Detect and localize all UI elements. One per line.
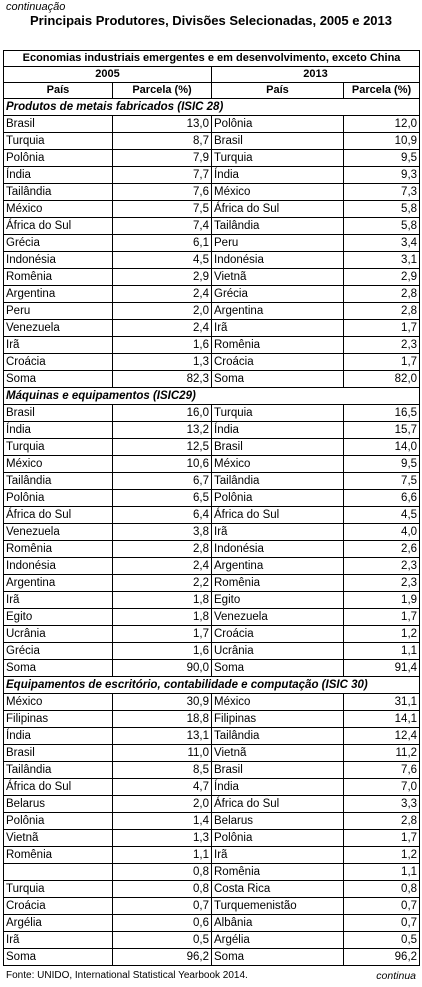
country-2013-cell: Brasil <box>212 762 344 779</box>
table-row <box>4 371 420 388</box>
share-2005-cell: 7,9 <box>113 150 212 167</box>
country-2005-cell: Índia <box>4 167 113 184</box>
country-2013-cell: Tailândia <box>212 473 344 490</box>
country-2005-cell: Polônia <box>4 150 113 167</box>
share-2005-cell: 2,2 <box>113 575 212 592</box>
country-2013-cell: Soma <box>212 660 344 677</box>
share-2005-cell: 1,4 <box>113 813 212 830</box>
share-2005-cell: 1,3 <box>113 354 212 371</box>
country-2013-cell: Índia <box>212 779 344 796</box>
country-2013-cell: Argentina <box>212 303 344 320</box>
year-2013-header: 2013 <box>212 67 420 83</box>
share-2013-cell: 0,8 <box>344 881 420 898</box>
share-2005-cell: 30,9 <box>113 694 212 711</box>
country-2013-cell: Polônia <box>212 830 344 847</box>
year-2005-header: 2005 <box>4 67 212 83</box>
country-2005-cell: Egito <box>4 609 113 626</box>
table-row <box>4 456 420 473</box>
share-2013-cell: 16,5 <box>344 405 420 422</box>
country-2013-cell: Vietnã <box>212 269 344 286</box>
share-2005-cell: 2,4 <box>113 558 212 575</box>
share-2013-cell: 1,2 <box>344 626 420 643</box>
col-share-2013: Parcela (%) <box>344 83 420 99</box>
share-2005-cell: 96,2 <box>113 949 212 966</box>
table-row <box>4 915 420 932</box>
col-country-2005: País <box>4 83 113 99</box>
table-row <box>4 354 420 371</box>
section-title: Equipamentos de escritório, contabilidade e computação (ISIC 30) <box>4 677 420 694</box>
country-2005-cell: Irã <box>4 592 113 609</box>
table-row <box>4 745 420 762</box>
table-row <box>4 643 420 660</box>
country-2005-cell: Argélia <box>4 915 113 932</box>
country-2013-cell: Romênia <box>212 864 344 881</box>
country-2013-cell: Grécia <box>212 286 344 303</box>
share-2005-cell: 13,2 <box>113 422 212 439</box>
table-row <box>4 320 420 337</box>
country-2013-cell: Tailândia <box>212 728 344 745</box>
share-2013-cell: 1,2 <box>344 847 420 864</box>
country-2005-cell: Romênia <box>4 541 113 558</box>
country-2005-cell: Irã <box>4 932 113 949</box>
country-2013-cell: Turquemenistão <box>212 898 344 915</box>
table-row <box>4 133 420 150</box>
source-note: Fonte: UNIDO, International Statistical Yearbook 2014. <box>6 970 248 981</box>
country-2013-cell: México <box>212 694 344 711</box>
share-2013-cell: 2,8 <box>344 286 420 303</box>
country-2005-cell: África do Sul <box>4 779 113 796</box>
share-2005-cell: 4,5 <box>113 252 212 269</box>
country-2013-cell: Croácia <box>212 354 344 371</box>
share-2013-cell: 7,3 <box>344 184 420 201</box>
share-2013-cell: 4,5 <box>344 507 420 524</box>
share-2005-cell: 2,0 <box>113 303 212 320</box>
table-row <box>4 898 420 915</box>
share-2005-cell: 1,1 <box>113 847 212 864</box>
country-2005-cell: Soma <box>4 949 113 966</box>
country-2005-cell: Romênia <box>4 269 113 286</box>
share-2013-cell: 1,1 <box>344 643 420 660</box>
country-2005-cell: Indonésia <box>4 252 113 269</box>
table-row <box>4 864 420 881</box>
share-2005-cell: 1,3 <box>113 830 212 847</box>
share-2013-cell: 11,2 <box>344 745 420 762</box>
country-2013-cell: Albânia <box>212 915 344 932</box>
share-2013-cell: 2,9 <box>344 269 420 286</box>
share-2005-cell: 2,9 <box>113 269 212 286</box>
share-2005-cell: 13,1 <box>113 728 212 745</box>
producers-table-body <box>4 51 420 966</box>
table-row <box>4 422 420 439</box>
country-2013-cell: Indonésia <box>212 252 344 269</box>
table-row <box>4 286 420 303</box>
country-2005-cell: Tailândia <box>4 473 113 490</box>
table-row <box>4 813 420 830</box>
share-2005-cell: 8,7 <box>113 133 212 150</box>
share-2005-cell: 1,8 <box>113 609 212 626</box>
share-2013-cell: 2,6 <box>344 541 420 558</box>
country-2005-cell: Grécia <box>4 643 113 660</box>
country-2005-cell: Argentina <box>4 286 113 303</box>
page-title: Principais Produtores, Divisões Selecionadas, 2005 e 2013 <box>29 13 392 28</box>
share-2005-cell: 0,7 <box>113 898 212 915</box>
table-row <box>4 167 420 184</box>
year-header-row <box>4 67 420 83</box>
share-2005-cell: 0,5 <box>113 932 212 949</box>
country-2005-cell: Índia <box>4 728 113 745</box>
section-title: Máquinas e equipamentos (ISIC29) <box>4 388 420 405</box>
country-2013-cell: Romênia <box>212 337 344 354</box>
country-2005-cell: Venezuela <box>4 320 113 337</box>
country-2013-cell: África do Sul <box>212 201 344 218</box>
country-2005-cell: Venezuela <box>4 524 113 541</box>
table-row <box>4 269 420 286</box>
country-2005-cell: Tailândia <box>4 184 113 201</box>
table-row <box>4 796 420 813</box>
share-2013-cell: 91,4 <box>344 660 420 677</box>
share-2005-cell: 6,1 <box>113 235 212 252</box>
table-row <box>4 558 420 575</box>
table-row <box>4 660 420 677</box>
table-row <box>4 252 420 269</box>
country-2013-cell: Índia <box>212 167 344 184</box>
country-2013-cell: Croácia <box>212 626 344 643</box>
country-2005-cell: Brasil <box>4 405 113 422</box>
share-2013-cell: 0,7 <box>344 915 420 932</box>
country-2005-cell: Belarus <box>4 796 113 813</box>
country-2005-cell: Turquia <box>4 133 113 150</box>
country-2013-cell: Filipinas <box>212 711 344 728</box>
share-2005-cell: 4,7 <box>113 779 212 796</box>
share-2013-cell: 96,2 <box>344 949 420 966</box>
country-2013-cell: Brasil <box>212 133 344 150</box>
country-2005-cell: Argentina <box>4 575 113 592</box>
table-row <box>4 626 420 643</box>
share-2013-cell: 7,6 <box>344 762 420 779</box>
country-2005-cell: Filipinas <box>4 711 113 728</box>
table-row <box>4 184 420 201</box>
country-2013-cell: Soma <box>212 371 344 388</box>
share-2013-cell: 15,7 <box>344 422 420 439</box>
country-2005-cell: Brasil <box>4 745 113 762</box>
country-2013-cell: Irã <box>212 320 344 337</box>
col-country-2013: País <box>212 83 344 99</box>
col-share-2005: Parcela (%) <box>113 83 212 99</box>
share-2005-cell: 1,6 <box>113 337 212 354</box>
country-2005-cell: Soma <box>4 660 113 677</box>
table-row <box>4 779 420 796</box>
table-row <box>4 949 420 966</box>
share-2013-cell: 0,7 <box>344 898 420 915</box>
share-2005-cell: 13,0 <box>113 116 212 133</box>
share-2005-cell: 11,0 <box>113 745 212 762</box>
continuation-label: continuação <box>6 1 66 13</box>
country-2005-cell: África do Sul <box>4 218 113 235</box>
group-header-row <box>4 51 420 67</box>
column-header-row <box>4 83 420 99</box>
country-2005-cell: África do Sul <box>4 507 113 524</box>
country-2013-cell: Indonésia <box>212 541 344 558</box>
share-2013-cell: 14,1 <box>344 711 420 728</box>
table-row <box>4 541 420 558</box>
table-row <box>4 694 420 711</box>
table-row <box>4 337 420 354</box>
share-2013-cell: 5,8 <box>344 201 420 218</box>
section-header-row <box>4 388 420 405</box>
country-2013-cell: Soma <box>212 949 344 966</box>
table-row <box>4 728 420 745</box>
table-row <box>4 575 420 592</box>
share-2013-cell: 9,5 <box>344 456 420 473</box>
producers-table <box>3 50 420 966</box>
table-row <box>4 150 420 167</box>
table-row <box>4 473 420 490</box>
country-2005-cell: Índia <box>4 422 113 439</box>
share-2013-cell: 3,3 <box>344 796 420 813</box>
share-2013-cell: 4,0 <box>344 524 420 541</box>
share-2005-cell: 1,6 <box>113 643 212 660</box>
table-row <box>4 235 420 252</box>
country-2005-cell: México <box>4 694 113 711</box>
country-2005-cell: Soma <box>4 371 113 388</box>
share-2005-cell: 2,8 <box>113 541 212 558</box>
continues-label: continua <box>376 970 416 982</box>
group-header: Economias industriais emergentes e em desenvolvimento, exceto China <box>4 51 420 67</box>
share-2013-cell: 1,7 <box>344 830 420 847</box>
country-2013-cell: Argélia <box>212 932 344 949</box>
section-header-row <box>4 99 420 116</box>
share-2013-cell: 3,1 <box>344 252 420 269</box>
table-row <box>4 218 420 235</box>
share-2013-cell: 82,0 <box>344 371 420 388</box>
country-2005-cell <box>4 864 113 881</box>
country-2013-cell: Romênia <box>212 575 344 592</box>
country-2013-cell: Polônia <box>212 116 344 133</box>
share-2013-cell: 10,9 <box>344 133 420 150</box>
share-2013-cell: 9,3 <box>344 167 420 184</box>
country-2013-cell: Peru <box>212 235 344 252</box>
share-2005-cell: 3,8 <box>113 524 212 541</box>
share-2013-cell: 6,6 <box>344 490 420 507</box>
section-header-row <box>4 677 420 694</box>
country-2013-cell: Costa Rica <box>212 881 344 898</box>
share-2013-cell: 5,8 <box>344 218 420 235</box>
share-2005-cell: 10,6 <box>113 456 212 473</box>
country-2005-cell: Irã <box>4 337 113 354</box>
share-2005-cell: 6,5 <box>113 490 212 507</box>
table-row <box>4 490 420 507</box>
country-2013-cell: Belarus <box>212 813 344 830</box>
share-2013-cell: 2,3 <box>344 337 420 354</box>
table-row <box>4 609 420 626</box>
country-2013-cell: África do Sul <box>212 507 344 524</box>
share-2005-cell: 82,3 <box>113 371 212 388</box>
country-2005-cell: Turquia <box>4 881 113 898</box>
country-2005-cell: Grécia <box>4 235 113 252</box>
country-2013-cell: Índia <box>212 422 344 439</box>
country-2005-cell: México <box>4 456 113 473</box>
share-2005-cell: 7,4 <box>113 218 212 235</box>
country-2005-cell: Turquia <box>4 439 113 456</box>
country-2005-cell: Brasil <box>4 116 113 133</box>
share-2005-cell: 0,8 <box>113 864 212 881</box>
country-2005-cell: Tailândia <box>4 762 113 779</box>
share-2013-cell: 12,4 <box>344 728 420 745</box>
country-2013-cell: Argentina <box>212 558 344 575</box>
country-2013-cell: Brasil <box>212 439 344 456</box>
country-2013-cell: México <box>212 456 344 473</box>
country-2005-cell: México <box>4 201 113 218</box>
table-row <box>4 881 420 898</box>
country-2013-cell: Turquia <box>212 150 344 167</box>
share-2013-cell: 2,8 <box>344 813 420 830</box>
share-2013-cell: 7,5 <box>344 473 420 490</box>
country-2005-cell: Polônia <box>4 490 113 507</box>
country-2005-cell: Vietnã <box>4 830 113 847</box>
country-2005-cell: Peru <box>4 303 113 320</box>
table-row <box>4 303 420 320</box>
country-2005-cell: Indonésia <box>4 558 113 575</box>
share-2005-cell: 0,8 <box>113 881 212 898</box>
share-2013-cell: 7,0 <box>344 779 420 796</box>
country-2013-cell: Irã <box>212 524 344 541</box>
table-row <box>4 201 420 218</box>
country-2013-cell: Ucrânia <box>212 643 344 660</box>
share-2005-cell: 90,0 <box>113 660 212 677</box>
table-row <box>4 932 420 949</box>
share-2013-cell: 1,1 <box>344 864 420 881</box>
country-2013-cell: Polônia <box>212 490 344 507</box>
share-2005-cell: 2,0 <box>113 796 212 813</box>
share-2013-cell: 2,3 <box>344 575 420 592</box>
table-row <box>4 524 420 541</box>
country-2005-cell: Polônia <box>4 813 113 830</box>
share-2013-cell: 2,8 <box>344 303 420 320</box>
country-2013-cell: Venezuela <box>212 609 344 626</box>
share-2013-cell: 12,0 <box>344 116 420 133</box>
country-2013-cell: Tailândia <box>212 218 344 235</box>
table-row <box>4 405 420 422</box>
share-2013-cell: 2,3 <box>344 558 420 575</box>
country-2013-cell: Vietnã <box>212 745 344 762</box>
table-row <box>4 847 420 864</box>
country-2005-cell: Croácia <box>4 898 113 915</box>
table-row <box>4 592 420 609</box>
table-row <box>4 830 420 847</box>
share-2013-cell: 1,7 <box>344 354 420 371</box>
country-2013-cell: África do Sul <box>212 796 344 813</box>
share-2013-cell: 1,7 <box>344 609 420 626</box>
share-2005-cell: 8,5 <box>113 762 212 779</box>
share-2013-cell: 3,4 <box>344 235 420 252</box>
share-2013-cell: 0,5 <box>344 932 420 949</box>
share-2013-cell: 31,1 <box>344 694 420 711</box>
share-2013-cell: 1,9 <box>344 592 420 609</box>
country-2013-cell: Irã <box>212 847 344 864</box>
share-2005-cell: 6,4 <box>113 507 212 524</box>
share-2013-cell: 14,0 <box>344 439 420 456</box>
share-2005-cell: 2,4 <box>113 320 212 337</box>
share-2005-cell: 7,6 <box>113 184 212 201</box>
share-2005-cell: 18,8 <box>113 711 212 728</box>
share-2005-cell: 12,5 <box>113 439 212 456</box>
country-2013-cell: Turquia <box>212 405 344 422</box>
table-row <box>4 116 420 133</box>
share-2005-cell: 7,7 <box>113 167 212 184</box>
table-row <box>4 711 420 728</box>
table-row <box>4 762 420 779</box>
share-2013-cell: 9,5 <box>344 150 420 167</box>
country-2013-cell: Egito <box>212 592 344 609</box>
table-row <box>4 507 420 524</box>
share-2005-cell: 1,8 <box>113 592 212 609</box>
table-row <box>4 439 420 456</box>
country-2005-cell: Croácia <box>4 354 113 371</box>
share-2005-cell: 2,4 <box>113 286 212 303</box>
country-2013-cell: México <box>212 184 344 201</box>
share-2005-cell: 7,5 <box>113 201 212 218</box>
share-2005-cell: 0,6 <box>113 915 212 932</box>
share-2013-cell: 1,7 <box>344 320 420 337</box>
share-2005-cell: 6,7 <box>113 473 212 490</box>
section-title: Produtos de metais fabricados (ISIC 28) <box>4 99 420 116</box>
country-2005-cell: Romênia <box>4 847 113 864</box>
country-2005-cell: Ucrânia <box>4 626 113 643</box>
share-2005-cell: 16,0 <box>113 405 212 422</box>
share-2005-cell: 1,7 <box>113 626 212 643</box>
